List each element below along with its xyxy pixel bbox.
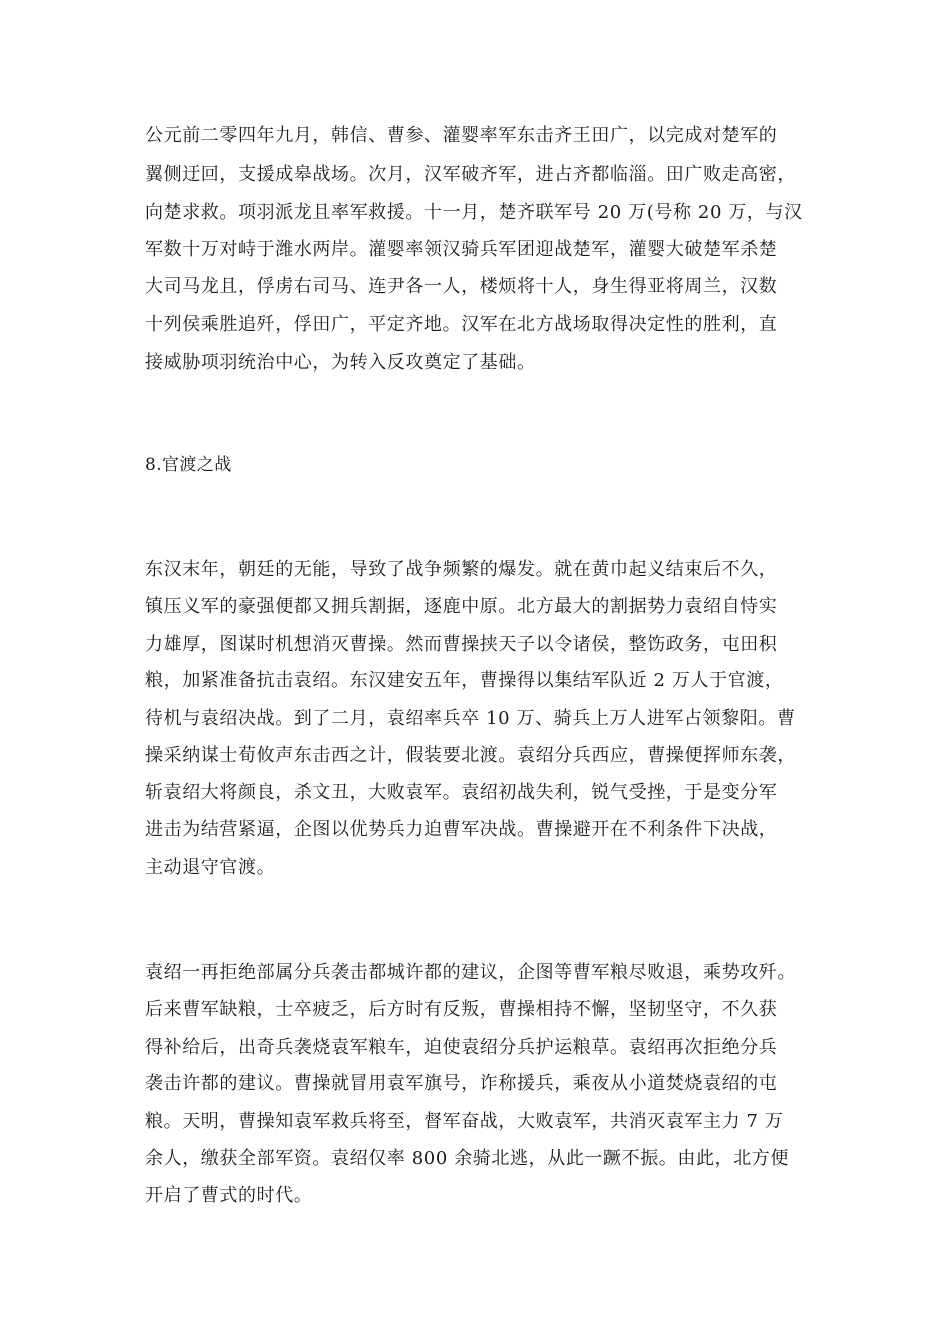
paragraph-line: 镇压义军的豪强便都又拥兵割据，逐鹿中原。北方最大的割据势力袁绍自恃实 — [145, 596, 778, 617]
paragraph-line: 后来曹军缺粮，士卒疲乏，后方时有反叛，曹操相持不懈，坚韧坚守，不久获 — [145, 999, 778, 1020]
paragraph-line: 翼侧迂回，支援成皋战场。次月，汉军破齐军，进占齐都临淄。田广败走高密， — [145, 164, 796, 185]
paragraph-line: 主动退守官渡。 — [145, 857, 276, 878]
paragraph-line: 公元前二零四年九月，韩信、曹参、灌婴率军东击齐王田广，以完成对楚军的 — [145, 125, 778, 146]
paragraph-line: 进击为结营紧逼，企图以优势兵力迫曹军决战。曹操避开在不利条件下决战， — [145, 819, 778, 840]
paragraph-line: 袁绍一再拒绝部属分兵袭击都城许都的建议，企图等曹军粮尽败退，乘势攻歼。 — [145, 962, 796, 983]
paragraph-line: 粮，加紧准备抗击袁绍。东汉建安五年，曹操得以集结军队近 2 万人于官渡， — [145, 670, 784, 691]
paragraph-line: 大司马龙且，俘虏右司马、连尹各一人，楼烦将十人，身生得亚将周兰，汉数 — [145, 276, 778, 297]
paragraph-line: 军数十万对峙于潍水两岸。灌婴率领汉骑兵军团迎战楚军，灌婴大破楚军杀楚 — [145, 239, 778, 260]
paragraph-line: 得补给后，出奇兵袭烧袁军粮车，迫使袁绍分兵护运粮草。袁绍再次拒绝分兵 — [145, 1037, 778, 1058]
paragraph-line: 袭击许都的建议。曹操就冒用袁军旗号，诈称援兵，乘夜从小道焚烧袁绍的屯 — [145, 1073, 778, 1094]
paragraph-line: 力雄厚，图谋时机想消灭曹操。然而曹操挟天子以令诸侯，整饬政务，屯田积 — [145, 634, 778, 655]
paragraph-line: 开启了曹式的时代。 — [145, 1185, 313, 1206]
paragraph-line: 操采纳谋士荀攸声东击西之计，假装要北渡。袁绍分兵西应，曹操便挥师东袭， — [145, 745, 796, 766]
paragraph-line: 粮。天明，曹操知袁军救兵将至，督军奋战，大败袁军，共消灭袁军主力 7 万 — [145, 1111, 784, 1132]
paragraph-line: 向楚求救。项羽派龙且率军救援。十一月，楚齐联军号 20 万(号称 20 万，与汉 — [145, 202, 803, 223]
paragraph-line: 斩袁绍大将颜良，杀文丑，大败袁军。袁绍初战失利，锐气受挫，于是变分军 — [145, 782, 778, 803]
paragraph-line: 接威胁项羽统治中心，为转入反攻奠定了基础。 — [145, 352, 536, 373]
paragraph-line: 十列侯乘胜追歼，俘田广，平定齐地。汉军在北方战场取得决定性的胜利，直 — [145, 314, 778, 335]
paragraph-line: 余人，缴获全部军资。袁绍仅率 800 余骑北逃，从此一蹶不振。由此，北方便 — [145, 1148, 789, 1169]
paragraph-line: 待机与袁绍决战。到了二月，袁绍率兵卒 10 万、骑兵上万人进军占领黎阳。曹 — [145, 708, 796, 729]
paragraph-line: 东汉末年，朝廷的无能，导致了战争频繁的爆发。就在黄巾起义结束后不久， — [145, 559, 778, 580]
section-heading: 8.官渡之战 — [145, 455, 232, 475]
